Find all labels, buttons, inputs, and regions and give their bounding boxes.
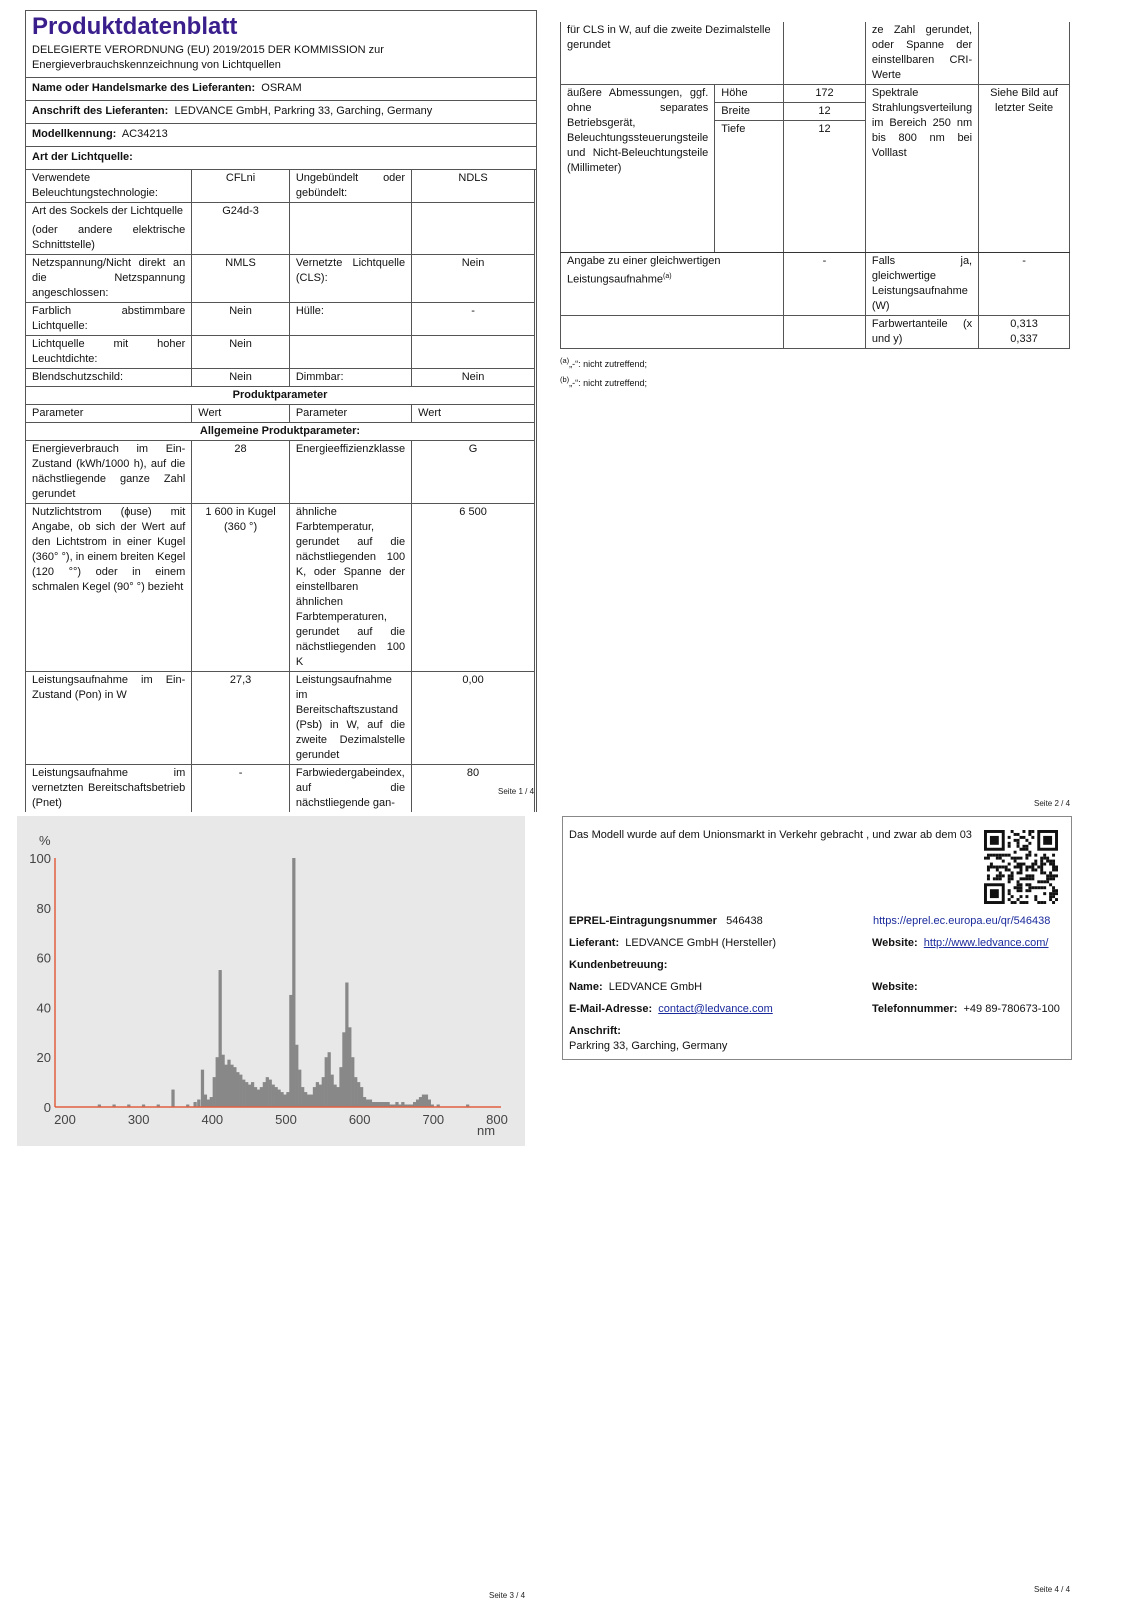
y-axis-label: % — [39, 833, 51, 848]
spectrum-bar — [289, 995, 292, 1107]
website2-row — [872, 980, 918, 995]
spectrum-bar — [428, 1100, 431, 1107]
phone-row — [872, 1002, 1060, 1017]
cell: G — [412, 441, 535, 504]
footnote-a-text: „-“: nicht zutreffend; — [569, 359, 648, 369]
supplier-label: Lieferant: — [569, 937, 620, 949]
page-4-footer: Seite 4 / 4 — [1034, 1585, 1071, 1594]
spectrum-bar — [351, 1057, 354, 1107]
cell — [289, 203, 411, 255]
spectrum-bar — [216, 1057, 219, 1107]
cell — [412, 336, 535, 369]
cell: 80 — [412, 765, 535, 813]
cell: Verwendete Beleuchtungstechnologie: — [26, 170, 192, 203]
spectrum-bar — [277, 1090, 280, 1107]
brand-row — [26, 77, 536, 100]
cell: Dimmbar: — [289, 369, 411, 387]
website2-label: Website: — [872, 981, 918, 993]
spectrum-bar — [331, 1075, 334, 1107]
service-label-text: Kundenbetreuung: — [569, 959, 668, 971]
header-cell: Wert — [412, 405, 535, 423]
spectrum-bar — [416, 1100, 419, 1107]
spectrum-bar — [260, 1087, 263, 1107]
dim-name: Breite — [715, 103, 784, 121]
footnote-b-mark: (b) — [560, 375, 570, 384]
dim-value: 12 — [784, 121, 866, 139]
phone-value: +49 89-780673-100 — [963, 1003, 1060, 1015]
spectrum-bar — [360, 1087, 363, 1107]
x-tick-label: 500 — [275, 1112, 297, 1127]
footnote-a — [560, 353, 1070, 372]
section-row — [26, 387, 535, 405]
spectrum-bar — [301, 1087, 304, 1107]
spectrum-bar — [204, 1095, 207, 1107]
spectrum-bar — [201, 1070, 204, 1107]
type-row — [26, 146, 536, 170]
cell — [715, 138, 784, 253]
spectrum-bar — [298, 1070, 301, 1107]
header-cell: Parameter — [289, 405, 411, 423]
cell: Farbwiedergabeindex, auf die nächstliegende gan- — [289, 765, 411, 813]
cell: Nein — [412, 255, 535, 303]
spectrum-bar — [310, 1095, 313, 1107]
y-tick-label: 80 — [36, 900, 51, 916]
header-cell: Parameter — [26, 405, 192, 423]
y-tick-label: 100 — [29, 851, 51, 866]
cell: - — [192, 765, 290, 813]
cell — [561, 316, 784, 349]
page-1-footer: Seite 1 / 4 — [498, 787, 535, 796]
table-row — [26, 203, 535, 255]
phone-label: Telefonnummer: — [872, 1003, 958, 1015]
spectrum-bar — [322, 1077, 325, 1107]
footnote-b-text: „-“: nicht zutreffend; — [569, 378, 648, 388]
spectrum-bar — [275, 1087, 278, 1107]
spectrum-bar — [210, 1097, 213, 1107]
brand-label: Name oder Handelsmarke des Lieferanten: — [32, 82, 256, 94]
socket-label-2: (oder andere elektrische Schnittstelle) — [32, 224, 186, 251]
addr-value: Parkring 33, Garching, Germany — [569, 1040, 728, 1052]
service-label — [569, 958, 667, 973]
page-4-contact-box — [562, 816, 1072, 1060]
cell: für CLS in W, auf die zweite Dezimalstelle gerundet — [561, 22, 784, 85]
section-row — [26, 423, 535, 441]
spectrum-bar — [283, 1095, 286, 1107]
cell: NDLS — [412, 170, 535, 203]
footnote-b — [560, 372, 1070, 391]
footnote-a-mark: (a) — [560, 356, 570, 365]
table-row — [26, 441, 535, 504]
spectral-chart-svg — [17, 816, 525, 1146]
cell: 28 — [192, 441, 290, 504]
spectrum-bar — [251, 1082, 254, 1107]
market-text: Das Modell wurde auf dem Unionsmarkt in Verkehr gebracht , und zwar ab dem 03 — [569, 829, 972, 841]
cell — [784, 22, 866, 85]
footnotes — [560, 353, 1070, 391]
cell: Farblich abstimmbare Lichtquelle: — [26, 303, 192, 336]
name-value: LEDVANCE GmbH — [608, 981, 703, 993]
model-row — [26, 123, 536, 146]
addr-label — [569, 1024, 621, 1039]
spectrum-bar — [257, 1090, 260, 1107]
dimensions-label: äußere Abmessungen, ggf. ohne separates Betriebsgerät, Beleuchtungssteuerungsteile und Nicht-Beleuchtungsteile (Millimeter) — [561, 85, 715, 253]
supplier-row — [569, 936, 776, 951]
cell: 27,3 — [192, 672, 290, 765]
spectral-value: Siehe Bild auf letzter Seite — [979, 85, 1070, 253]
cell — [784, 138, 866, 253]
spectrum-bar — [248, 1085, 251, 1107]
qr-code[interactable] — [984, 830, 1058, 904]
eprel-value: 546438 — [726, 915, 763, 927]
cell: Leistungsaufnahme im Bereitschaftszustand (Psb) in W, auf die zweite Dezimalstelle gerundet — [289, 672, 411, 765]
website-row — [872, 936, 1049, 951]
chromaticity-value — [979, 316, 1070, 349]
spectrum-bar — [242, 1080, 245, 1107]
y-tick-label: 60 — [36, 950, 51, 966]
spectrum-bar — [342, 1032, 345, 1107]
spectrum-bar — [325, 1057, 328, 1107]
table-row — [26, 255, 535, 303]
cell: Nutzlichtstrom (ɸuse) mit Angabe, ob sich der Wert auf den Lichtstrom in einer Kugel (360° °), in einem breiten Kegel (120 °°) oder in einem schmalen Kegel (90° °) bezieht — [26, 504, 192, 672]
type-label: Art der Lichtquelle: — [32, 151, 133, 163]
page-2-table — [560, 22, 1070, 349]
cell: NMLS — [192, 255, 290, 303]
spectrum-bar — [266, 1077, 269, 1107]
spectrum-bar — [425, 1095, 428, 1107]
cell: Lichtquelle mit hoher Leuchtdichte: — [26, 336, 192, 369]
spectrum-bar — [345, 983, 348, 1108]
spectral-chart — [17, 816, 525, 1146]
cell: Leistungsaufnahme im vernetzten Bereitschaftsbetrieb (Pnet) — [26, 765, 192, 813]
name-row — [569, 980, 702, 995]
dim-value: 172 — [784, 85, 866, 103]
spectrum-bar — [207, 1100, 210, 1107]
website-label: Website: — [872, 937, 918, 949]
cell: Energieeffizienzklasse — [289, 441, 411, 504]
spectrum-bar — [269, 1080, 272, 1107]
y-tick-label: 40 — [36, 1000, 51, 1016]
header-row — [26, 405, 535, 423]
table-row — [561, 316, 1070, 349]
model-value: AC34213 — [121, 128, 168, 140]
table-row — [561, 85, 1070, 103]
spectrum-bar — [333, 1085, 336, 1107]
section-product-parameters: Produktparameter — [26, 387, 535, 405]
spectrum-bar — [369, 1100, 372, 1107]
dim-name: Tiefe — [715, 121, 784, 139]
spectrum-bar — [254, 1087, 257, 1107]
page-2-footer: Seite 2 / 4 — [1034, 799, 1071, 808]
spectrum-bar — [307, 1095, 310, 1107]
cell: ähnliche Farbtemperatur, gerundet auf die nächstliegenden 100 K, oder Spanne der einstellbaren ähnlichen Farbtemperaturen, gerundet auf die nächstliegenden 100 K — [289, 504, 411, 672]
x-tick-label: 800 — [486, 1112, 508, 1127]
cell: Hülle: — [289, 303, 411, 336]
email-link[interactable]: contact@ledvance.com — [658, 1003, 773, 1015]
cell — [979, 22, 1070, 85]
page-3-footer: Seite 3 / 4 — [489, 1591, 526, 1600]
model-label: Modellkennung: — [32, 128, 117, 140]
x-tick-label: 200 — [54, 1112, 76, 1127]
spectrum-bar — [239, 1075, 242, 1107]
cell: 6 500 — [412, 504, 535, 672]
equivalent-power-label: Falls ja, gleichwertige Leistungsaufnahme (W) — [865, 253, 978, 316]
addr-label-text: Anschrift: — [569, 1025, 621, 1037]
cell: Leistungsaufnahme im Ein-Zustand (Pon) in W — [26, 672, 192, 765]
cell: Nein — [412, 369, 535, 387]
cell: Energieverbrauch im Ein-Zustand (kWh/1000 h), auf die nächstliegende ganze Zahl gerundet — [26, 441, 192, 504]
dim-value: 12 — [784, 103, 866, 121]
spectrum-bar — [213, 1077, 216, 1107]
section-general-parameters: Allgemeine Produktparameter: — [26, 423, 535, 441]
brand-value: OSRAM — [261, 82, 302, 94]
supplier-value: LEDVANCE GmbH (Hersteller) — [625, 937, 777, 949]
spectrum-bar — [316, 1082, 319, 1107]
eprel-label: EPREL-Eintragungsnummer — [569, 915, 717, 927]
cell — [26, 203, 192, 255]
spectrum-bar — [233, 1067, 236, 1107]
table-row — [561, 253, 1070, 316]
cell: Netzspannung/Nicht direkt an die Netzspannung angeschlossen: — [26, 255, 192, 303]
regulation-subtitle: DELEGIERTE VERORDNUNG (EU) 2019/2015 DER KOMMISSION zur Energieverbrauchskennzeichnung von Lichtquellen — [32, 44, 384, 71]
address-label: Anschrift des Lieferanten: — [32, 105, 169, 117]
cell: Nein — [192, 336, 290, 369]
header-cell: Wert — [192, 405, 290, 423]
cell: Ungebündelt oder gebündelt: — [289, 170, 411, 203]
name-label: Name: — [569, 981, 603, 993]
spectrum-bar — [245, 1082, 248, 1107]
table-row — [26, 170, 535, 203]
cell: Nein — [192, 369, 290, 387]
spectrum-bar — [295, 1045, 298, 1107]
spectrum-bar — [236, 1072, 239, 1107]
light-source-table — [25, 169, 535, 812]
cell: 0,00 — [412, 672, 535, 765]
spectrum-bar — [419, 1097, 422, 1107]
spectrum-bar — [357, 1082, 360, 1107]
page-2 — [560, 22, 1070, 391]
spectrum-bar — [171, 1090, 174, 1107]
address-row — [26, 100, 536, 123]
equivalent-label — [561, 253, 784, 316]
cell — [784, 316, 866, 349]
x-tick-label: 300 — [127, 1112, 150, 1127]
spectrum-bar — [272, 1085, 275, 1107]
document-title: Produktdatenblatt — [32, 13, 238, 40]
email-label: E-Mail-Adresse: — [569, 1003, 653, 1015]
spectrum-bar — [219, 970, 222, 1107]
equivalent-value: - — [784, 253, 866, 316]
cell: 1 600 in Kugel (360 °) — [192, 504, 290, 672]
spectrum-bar — [227, 1060, 230, 1107]
dim-name: Höhe — [715, 85, 784, 103]
x-tick-label: 400 — [201, 1112, 224, 1127]
table-row — [26, 303, 535, 336]
cell: ze Zahl gerundet, oder Spanne der einstellbaren CRI-Werte — [865, 22, 978, 85]
spectrum-bar — [366, 1100, 369, 1107]
spectrum-bar — [221, 1055, 224, 1107]
table-row — [26, 336, 535, 369]
y-tick-label: 0 — [43, 1100, 51, 1115]
x-axis-label: nm — [477, 1123, 496, 1138]
cell — [412, 203, 535, 255]
eprel-link[interactable]: https://eprel.ec.europa.eu/qr/546438 — [873, 915, 1051, 927]
cell: Nein — [192, 303, 290, 336]
spectrum-bar — [339, 1067, 342, 1107]
cell: Vernetzte Lichtquelle (CLS): — [289, 255, 411, 303]
x-tick-label: 600 — [348, 1112, 371, 1127]
page-1 — [25, 10, 537, 812]
email-row — [569, 1002, 773, 1017]
spectrum-bar — [292, 858, 295, 1107]
spectrum-bar — [354, 1077, 357, 1107]
equivalent-text: Angabe zu einer gleichwertigen Leistungsaufnahme — [567, 255, 721, 286]
spectrum-bar — [224, 1065, 227, 1107]
spectrum-bar — [363, 1097, 366, 1107]
chromaticity-y: 0,337 — [1010, 333, 1038, 345]
cell: CFLni — [192, 170, 290, 203]
website-link[interactable]: http://www.ledvance.com/ — [923, 937, 1049, 949]
table-row — [561, 22, 1070, 85]
cell: Blendschutzschild: — [26, 369, 192, 387]
spectrum-bar — [304, 1092, 307, 1107]
spectrum-bar — [286, 1092, 289, 1107]
spectrum-bar — [313, 1087, 316, 1107]
spectrum-bar — [230, 1065, 233, 1107]
spectrum-bar — [328, 1052, 331, 1107]
spectrum-bar — [280, 1092, 283, 1107]
socket-label: Art des Sockels der Lichtquelle — [32, 205, 184, 217]
eprel-row — [569, 914, 763, 929]
cell: G24d-3 — [192, 203, 290, 255]
spectrum-bar — [263, 1082, 266, 1107]
spectral-label: Spektrale Strahlungsverteilung im Bereich 250 nm bis 800 nm bei Volllast — [865, 85, 978, 253]
table-row — [26, 369, 535, 387]
cell — [289, 336, 411, 369]
cell: - — [412, 303, 535, 336]
table-row — [26, 672, 535, 765]
spectrum-bar — [336, 1087, 339, 1107]
address-value: LEDVANCE GmbH, Parkring 33, Garching, Germany — [174, 105, 433, 117]
y-tick-label: 20 — [36, 1050, 51, 1066]
spectrum-bar — [422, 1095, 425, 1107]
spectrum-bar — [197, 1100, 200, 1107]
table-row — [26, 765, 535, 813]
footnote-mark: (a) — [663, 273, 672, 280]
spectrum-bar — [319, 1085, 322, 1107]
chromaticity-label: Farbwertanteile (x und y) — [865, 316, 978, 349]
spectrum-bar — [348, 1027, 351, 1107]
x-tick-label: 700 — [422, 1112, 445, 1127]
chromaticity-x: 0,313 — [1010, 318, 1038, 330]
equivalent-power-value: - — [979, 253, 1070, 316]
table-row — [26, 504, 535, 672]
